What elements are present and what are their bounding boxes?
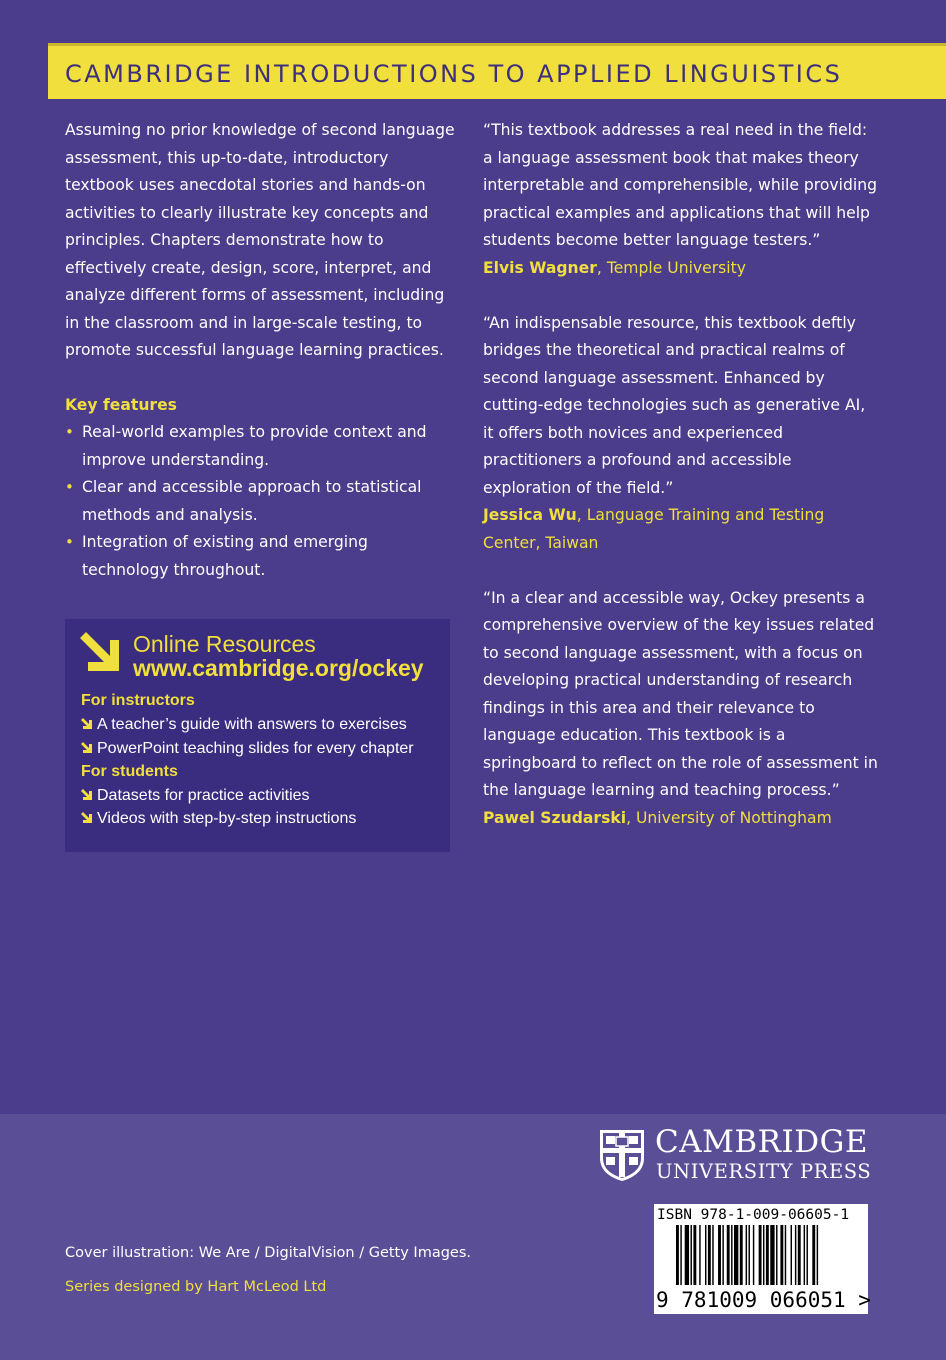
review-attribution: [483, 805, 878, 833]
resource-text: Datasets for practice activities: [97, 787, 310, 804]
resource-text: Videos with step-by-step instructions: [97, 810, 357, 827]
series-title: CAMBRIDGE INTRODUCTIONS TO APPLIED LINGUISTICS: [65, 60, 843, 88]
review-attribution: [483, 502, 878, 557]
cover-credit: Cover illustration: We Are / DigitalVision / Getty Images.: [65, 1245, 471, 1261]
left-column: [65, 117, 455, 584]
small-arrow-down-right-icon: [81, 718, 93, 730]
feature-text: Real-world examples to provide context and improve understanding.: [82, 423, 427, 469]
review-quote: “In a clear and accessible way, Ockey presents a comprehensive overview of the key issues related to second language assessment, with a focus on developing practical understanding of research findings in this area and their relevance to language education. This textbook is a springboard to reflect on the role of assessment in the language learning and teaching process.”: [483, 588, 878, 799]
bullet-icon: •: [65, 423, 74, 441]
reviewer-name: Jessica Wu: [483, 506, 577, 524]
small-arrow-down-right-icon: [81, 789, 93, 801]
series-design-credit: Series designed by Hart McLeod Ltd: [65, 1279, 327, 1295]
review-attribution: [483, 255, 878, 283]
list-item: [65, 474, 455, 529]
for-students-heading: For students: [81, 763, 178, 780]
online-resources-box: [65, 619, 450, 852]
list-item: [81, 787, 310, 805]
reviewer-affiliation: , Temple University: [596, 258, 746, 277]
bullet-icon: •: [65, 533, 74, 551]
list-item: [65, 419, 455, 474]
reviewer-name: Elvis Wagner: [483, 258, 597, 277]
review-quote: “An indispensable resource, this textbook deftly bridges the theoretical and practical realms of second language assessment. Enhanced by cutting-edge technologies such as generative AI, it offers both novices and experienced practitioners a profound and accessible exploration of the field.”: [483, 313, 866, 497]
list-item: [81, 740, 414, 758]
isbn-number: ISBN 978-1-009-06605-1: [657, 1207, 850, 1223]
review-quote: “This textbook addresses a real need in the field: a language assessment book that makes theory interpretable and comprehensible, while providing practical examples and applications that will help students become better language testers.”: [483, 121, 877, 249]
resources-url-link[interactable]: www.cambridge.org/ockey: [133, 655, 424, 681]
feature-text: Clear and accessible approach to statistical methods and analysis.: [82, 478, 422, 524]
feature-text: Integration of existing and emerging technology throughout.: [82, 533, 368, 579]
cambridge-crest-icon: [598, 1128, 646, 1182]
reviews-column: [483, 117, 878, 860]
reviewer-affiliation: , University of Nottingham: [626, 808, 832, 827]
arrow-down-right-icon: [77, 629, 123, 675]
list-item: [81, 810, 356, 828]
list-item: [81, 716, 407, 734]
online-resources-title: Online Resources: [133, 631, 316, 657]
publisher-name: CAMBRIDGE: [655, 1124, 868, 1160]
series-banner: [48, 43, 946, 99]
resource-text: PowerPoint teaching slides for every chapter: [97, 740, 414, 757]
reviewer-affiliation: , Language Training and Testing Center, Taiwan: [483, 506, 825, 552]
isbn-barcode: [654, 1204, 871, 1314]
reviewer-name: Pawel Szudarski: [483, 808, 627, 827]
bullet-icon: •: [65, 478, 74, 496]
book-description: Assuming no prior knowledge of second language assessment, this up-to-date, introductory textbook uses anecdotal stories and hands-on activities to clearly illustrate key concepts and principles. Chapters demonstrate how to effectively create, design, score, interpret, and analyze different forms of assessment, including in the classroom and in large-scale testing, to promote successful language learning practices.: [65, 121, 455, 359]
barcode-digits: 9 781009 066051 >: [656, 1288, 871, 1312]
small-arrow-down-right-icon: [81, 812, 93, 824]
for-instructors-heading: For instructors: [81, 692, 195, 709]
resource-text: A teacher’s guide with answers to exercises: [97, 716, 407, 733]
list-item: [65, 529, 455, 584]
key-features-heading: Key features: [65, 395, 177, 414]
top-margin: [0, 0, 946, 44]
key-features-list: [65, 419, 455, 584]
small-arrow-down-right-icon: [81, 742, 93, 754]
barcode-bars: [654, 1225, 868, 1291]
publisher-press: UNIVERSITY PRESS: [656, 1160, 872, 1183]
